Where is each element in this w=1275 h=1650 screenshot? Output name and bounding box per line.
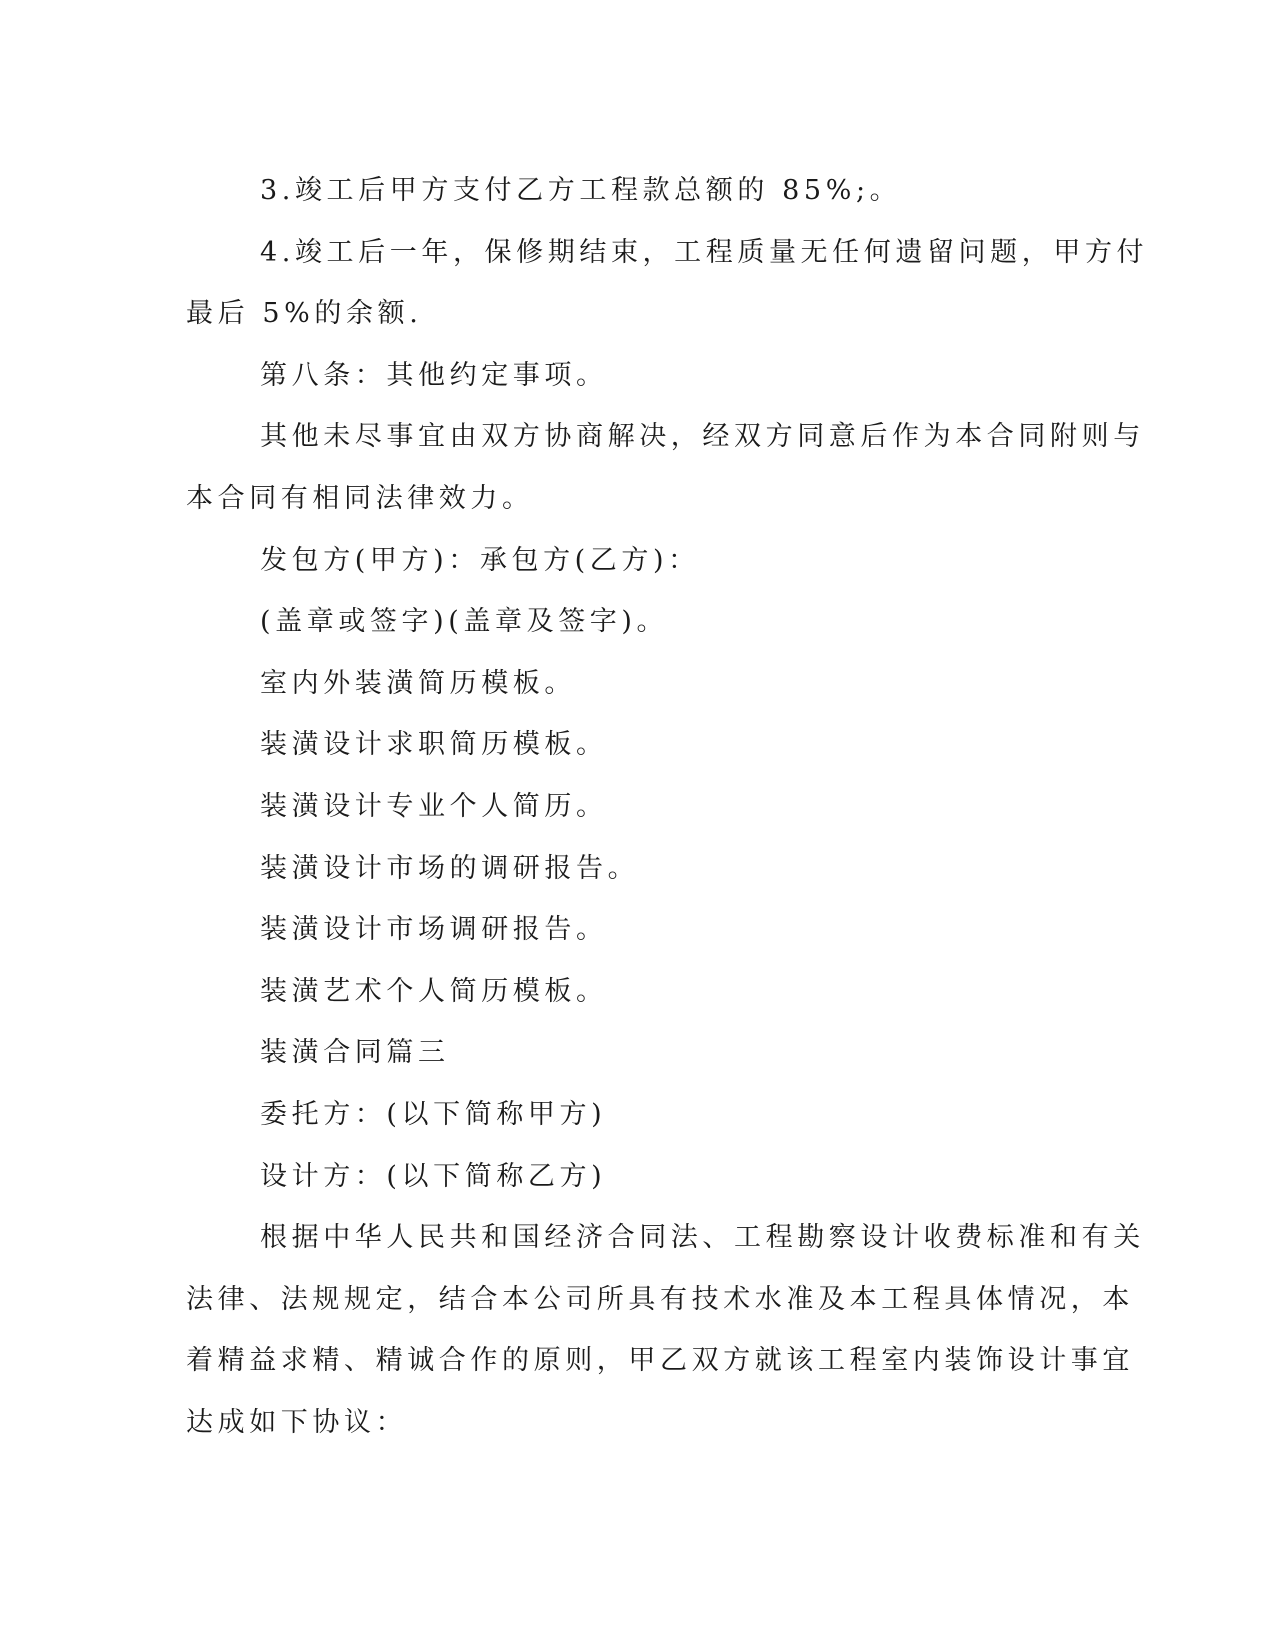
text-line: 委托方：(以下简称甲方) [260,1098,607,1130]
text-line: 4.竣工后一年，保修期结束，工程质量无任何遗留问题，甲方付 [260,236,1149,268]
text-line: 第八条：其他约定事项。 [260,359,608,391]
text-line: 装潢设计专业个人简历。 [260,790,608,822]
section-heading: 装潢合同篇三 [260,1037,450,1069]
text-line: 装潢设计市场的调研报告。 [260,852,640,884]
text-line: 装潢艺术个人简历模板。 [260,975,608,1007]
text-line: 最后 5%的余额. [186,298,423,330]
text-line: 装潢设计求职简历模板。 [260,729,608,761]
text-line: 发包方(甲方)：承包方(乙方)： [260,544,700,576]
text-line: 根据中华人民共和国经济合同法、工程勘察设计收费标准和有关 [260,1222,1145,1254]
text-line: 法律、法规规定，结合本公司所具有技术水准及本工程具体情况，本 [186,1283,1134,1315]
text-line: 设计方：(以下简称乙方) [260,1160,607,1192]
document-body [186,160,1149,1453]
text-line: 3.竣工后甲方支付乙方工程款总额的 85%;。 [260,175,902,206]
text-line: 其他未尽事宜由双方协商解决，经双方同意后作为本合同附则与 [260,421,1145,453]
text-line: 室内外装潢简历模板。 [260,667,576,699]
text-line: 装潢设计市场调研报告。 [260,914,608,946]
text-line: (盖章或签字)(盖章及签字)。 [260,606,669,638]
text-line: 本合同有相同法律效力。 [186,482,534,514]
text-line: 着精益求精、精诚合作的原则，甲乙双方就该工程室内装饰设计事宜 [186,1345,1134,1377]
text-line: 达成如下协议： [186,1406,408,1438]
